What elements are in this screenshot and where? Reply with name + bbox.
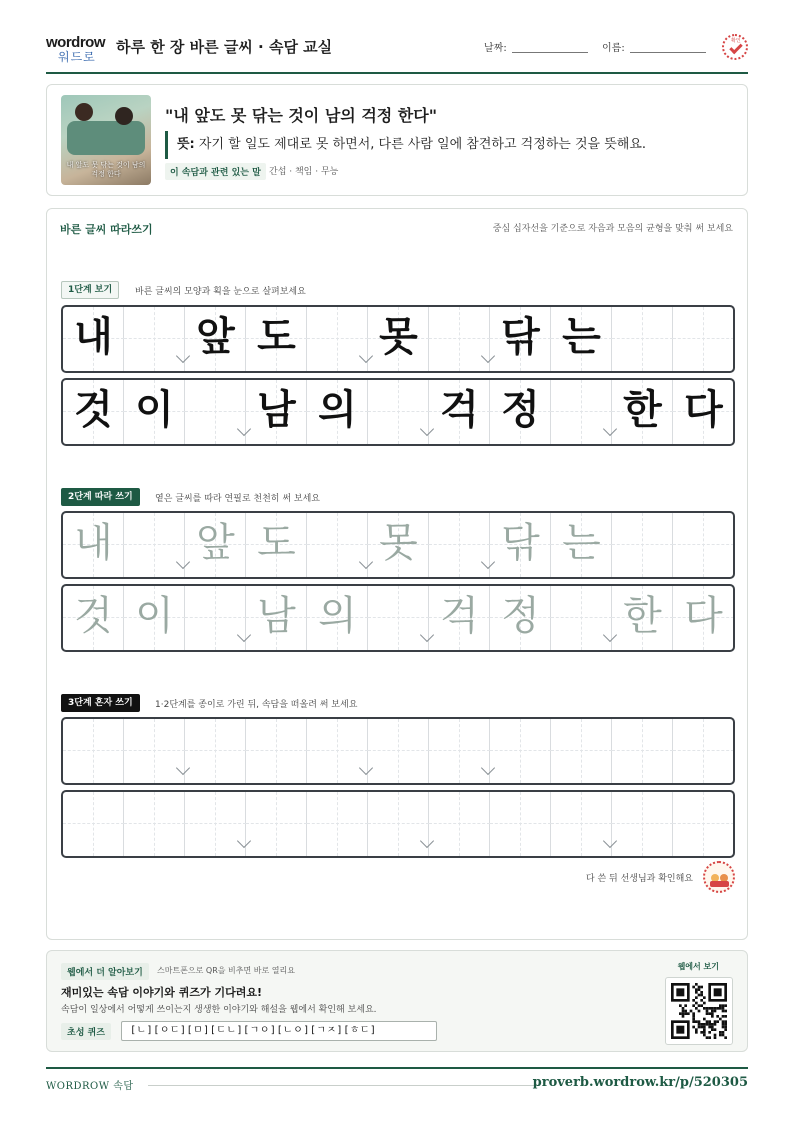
footer-brand: WORDROW 속담 (46, 1081, 134, 1092)
web-more-desc: 스마트폰으로 QR을 비추면 바로 열리요 (157, 966, 295, 975)
writing-cell (673, 307, 734, 371)
web-description: 속담이 일상에서 어떻게 쓰이는지 생생한 이야기와 해설을 웹에서 확인해 보세요. (61, 1005, 377, 1015)
writing-cell[interactable] (63, 719, 124, 783)
writing-cell (246, 307, 307, 371)
writing-character: 것 (74, 593, 113, 639)
practice-title: 바른 글씨 따라쓰기 (60, 223, 153, 236)
writing-cell (63, 307, 124, 371)
writing-cell (673, 380, 734, 444)
page-footer (46, 1067, 748, 1093)
page-title: 하루 한 장 바른 글씨 · 속담 교실 (116, 38, 333, 56)
writing-cell[interactable] (124, 513, 185, 577)
writing-cell (429, 307, 490, 371)
writing-cell (124, 307, 185, 371)
proverb-meaning (165, 131, 646, 159)
web-more-label: 웹에서 더 알아보기 (61, 963, 149, 980)
footer-divider (148, 1085, 538, 1086)
writing-cell (307, 380, 368, 444)
writing-cell[interactable] (124, 792, 185, 856)
writing-cell[interactable] (551, 513, 612, 577)
writing-cell (63, 380, 124, 444)
writing-cell[interactable] (185, 719, 246, 783)
writing-cell (368, 307, 429, 371)
writing-cell[interactable] (429, 586, 490, 650)
writing-cell[interactable] (368, 792, 429, 856)
step-1-row-1 (61, 305, 735, 373)
step-3-row-2[interactable] (61, 790, 735, 858)
practice-panel (46, 208, 748, 940)
step-2-desc: 옅은 글씨를 따라 연필로 천천히 써 보세요 (155, 494, 320, 504)
writing-character: 는 (562, 313, 601, 360)
writing-cell[interactable] (673, 513, 734, 577)
writing-cell[interactable] (490, 719, 551, 783)
writing-cell[interactable] (307, 719, 368, 783)
qr-code-icon[interactable] (665, 977, 733, 1045)
writing-cell[interactable] (185, 513, 246, 577)
writing-cell[interactable] (185, 792, 246, 856)
date-field[interactable] (512, 52, 588, 53)
qr-code-graphic (671, 983, 727, 1039)
writing-cell[interactable] (246, 586, 307, 650)
writing-character: 걱 (440, 593, 479, 639)
writing-cell[interactable] (368, 719, 429, 783)
writing-cell[interactable] (246, 792, 307, 856)
proverb-illustration (61, 95, 151, 185)
worksheet-header (46, 30, 748, 74)
web-headline: 재미있는 속담 이야기와 퀴즈가 기다려요! (61, 986, 262, 999)
writing-character: 다 (684, 593, 723, 639)
writing-character: 이 (135, 593, 174, 639)
writing-character: 정 (501, 593, 540, 639)
writing-cell[interactable] (612, 719, 673, 783)
writing-cell[interactable] (185, 586, 246, 650)
writing-cell[interactable] (63, 513, 124, 577)
writing-character: 이 (135, 386, 174, 433)
writing-cell (551, 307, 612, 371)
meaning-label: 뜻: (177, 137, 195, 152)
date-label: 날짜: (484, 43, 507, 54)
writing-character: 못 (379, 520, 418, 566)
writing-cell (490, 307, 551, 371)
writing-cell[interactable] (673, 792, 734, 856)
name-field[interactable] (630, 52, 706, 53)
step-1-badge: 1단계 보기 (61, 281, 119, 299)
step-2-badge: 2단계 따라 쓰기 (61, 488, 140, 506)
writing-cell[interactable] (612, 586, 673, 650)
web-more-card (46, 950, 748, 1052)
writing-character: 앞 (196, 520, 235, 566)
writing-cell[interactable] (551, 792, 612, 856)
writing-character: 남 (257, 386, 296, 433)
writing-cell (185, 307, 246, 371)
writing-character: 걱 (440, 386, 479, 433)
writing-character: 내 (74, 313, 113, 360)
quiz-label: 초성 퀴즈 (61, 1023, 111, 1040)
step-2-row-2[interactable] (61, 584, 735, 652)
check-stamp-text: 확인 (731, 38, 741, 44)
writing-cell[interactable] (124, 586, 185, 650)
writing-cell[interactable] (307, 792, 368, 856)
writing-cell[interactable] (246, 513, 307, 577)
step-1-desc: 바른 글씨의 모양과 획을 눈으로 살펴보세요 (135, 287, 306, 297)
writing-cell[interactable] (124, 719, 185, 783)
writing-cell (124, 380, 185, 444)
writing-cell[interactable] (307, 513, 368, 577)
writing-cell[interactable] (612, 513, 673, 577)
writing-cell (429, 380, 490, 444)
writing-cell[interactable] (429, 513, 490, 577)
writing-cell[interactable] (612, 792, 673, 856)
writing-cell (490, 380, 551, 444)
writing-character: 도 (257, 313, 296, 360)
footer-url[interactable]: proverb.wordrow.kr/p/520305 (532, 1075, 748, 1090)
step-3-row-1[interactable] (61, 717, 735, 785)
writing-cell[interactable] (551, 719, 612, 783)
logo-korean: 워드로 (58, 50, 96, 64)
writing-cell[interactable] (246, 719, 307, 783)
step-2-row-1[interactable] (61, 511, 735, 579)
related-label: 이 속담과 관련 있는 말 (165, 163, 266, 180)
writing-cell[interactable] (307, 586, 368, 650)
writing-cell[interactable] (490, 513, 551, 577)
writing-character: 닦 (501, 520, 540, 566)
writing-cell[interactable] (63, 586, 124, 650)
practice-hint: 중심 십자선을 기준으로 자음과 모음의 균형을 맞춰 써 보세요 (492, 224, 733, 234)
illustration-caption: 내 앞도 못 닦는 것이 남의 걱정 한다 (66, 161, 146, 178)
chosung-quiz: [ㄴ][ㅇㄷ][ㅁ][ㄷㄴ][ㄱㅇ][ㄴㅇ][ㄱㅈ][ㅎㄷ] (121, 1021, 437, 1041)
step-3-desc: 1·2단계를 종이로 가린 뒤, 속담을 떠올려 써 보세요 (155, 700, 358, 710)
teacher-check-note: 다 쓴 뒤 선생님과 확인해요 (585, 874, 693, 884)
writing-cell[interactable] (490, 586, 551, 650)
writing-cell[interactable] (673, 586, 734, 650)
writing-character: 도 (257, 520, 296, 566)
logo-wordmark: wordrow (46, 34, 105, 51)
writing-character: 다 (684, 386, 723, 433)
writing-cell[interactable] (490, 792, 551, 856)
meaning-text: 자기 할 일도 제대로 못 하면서, 다른 사람 일에 참견하고 걱정하는 것을 뜻해요. (198, 137, 647, 152)
writing-character: 앞 (196, 313, 235, 360)
related-words: 간섭 · 책임 · 무능 (269, 167, 339, 177)
writing-cell[interactable] (429, 792, 490, 856)
writing-cell (368, 380, 429, 444)
writing-cell (246, 380, 307, 444)
writing-cell[interactable] (551, 586, 612, 650)
writing-cell[interactable] (673, 719, 734, 783)
writing-character: 닦 (501, 313, 540, 360)
writing-character: 정 (501, 386, 540, 433)
proverb-text: "내 앞도 못 닦는 것이 남의 걱정 한다" (165, 106, 438, 125)
writing-cell (185, 380, 246, 444)
name-label: 이름: (602, 43, 625, 54)
writing-character: 는 (562, 520, 601, 566)
writing-character: 의 (318, 593, 357, 639)
writing-character: 의 (318, 386, 357, 433)
writing-cell[interactable] (368, 586, 429, 650)
writing-cell[interactable] (63, 792, 124, 856)
writing-character: 못 (379, 313, 418, 360)
teacher-stamp-icon (703, 861, 735, 893)
writing-cell[interactable] (429, 719, 490, 783)
check-stamp-icon (722, 34, 748, 60)
wordrow-logo (46, 34, 108, 64)
writing-character: 한 (623, 386, 662, 433)
writing-cell[interactable] (368, 513, 429, 577)
writing-cell (307, 307, 368, 371)
writing-cell (551, 380, 612, 444)
writing-cell (612, 380, 673, 444)
qr-title: 웹에서 보기 (677, 962, 719, 971)
writing-character: 내 (74, 520, 113, 566)
proverb-card (46, 84, 748, 196)
writing-cell (612, 307, 673, 371)
step-3-badge: 3단계 혼자 쓰기 (61, 694, 140, 712)
writing-character: 것 (74, 386, 113, 433)
step-1-row-2 (61, 378, 735, 446)
writing-character: 남 (257, 593, 296, 639)
writing-character: 한 (623, 593, 662, 639)
